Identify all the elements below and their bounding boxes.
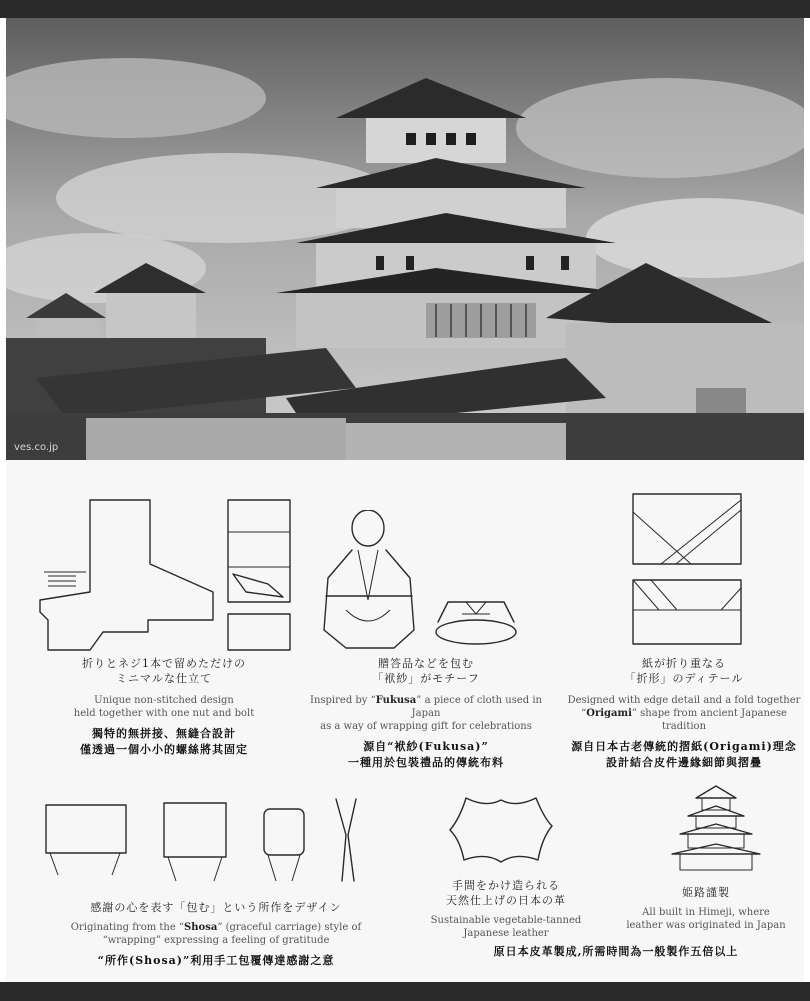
en-text: shape from ancient Japanese tradition [640, 708, 787, 732]
feature-caption-nonstitched [34, 656, 294, 758]
feature-en-line: Unique non-stitched design [94, 695, 234, 706]
photo-watermark: ves.co.jp [14, 442, 59, 453]
feature-zh-line: 一種用於包裝禮品的傳統布料 [348, 756, 504, 769]
en-prefix: Originating from the “ [70, 922, 185, 933]
en-term: Fukusa [375, 695, 417, 706]
feature-jp-line: 姫路謹製 [682, 886, 730, 899]
leather-hide-illustration [446, 790, 556, 870]
feature-en-line [296, 694, 556, 720]
en-suffix: ” (graceful carriage) style of [217, 922, 362, 933]
feature-caption-himeji [616, 885, 796, 932]
feature-panel [6, 460, 804, 982]
wrapping-hands-illustration [40, 795, 390, 885]
feature-jp-line: ミニマルな仕立て [116, 672, 212, 685]
feature-zh-line: 源自日本古老傳統的摺紙(Origami)理念 [571, 740, 797, 753]
feature-caption-leather [406, 878, 606, 940]
feature-en-line: Japanese leather [463, 928, 549, 939]
feature-zh-line: 獨特的無拼接、無縫合設計 [92, 727, 236, 740]
feature-jp-line: 感謝の心を表す「包む」という所作をデザイン [90, 901, 342, 914]
feature-caption-shosa [36, 900, 396, 969]
feature-en-line: as a way of wrapping gift for celebrations [320, 721, 532, 732]
feature-zh-line: 源自“袱紗(Fukusa)” [363, 740, 489, 753]
feature-jp-line: 紙が折り重なる [642, 657, 726, 670]
feature-zh-line: “所作(Shosa)”利用手工包覆傳達感謝之意 [97, 954, 335, 967]
bottom-border [0, 982, 810, 1001]
feature-jp-line: 贈答品などを包む [378, 657, 474, 670]
feature-zh-line: 僅透過一個小小的螺絲將其固定 [80, 743, 248, 756]
kneeling-figure-illustration [306, 510, 536, 650]
feature-en-line: held together with one nut and bolt [73, 708, 255, 719]
feature-caption-fukusa [296, 656, 556, 771]
origami-fold-illustration [631, 492, 751, 652]
en-suffix: ” [416, 695, 425, 706]
feature-caption-origami [566, 656, 802, 771]
feature-jp-line: 「折形」のディテール [624, 672, 744, 685]
en-term: Origami [586, 708, 632, 719]
feature-en-line: Sustainable vegetable-tanned [430, 915, 582, 926]
feature-jp-line: 折りとネジ1本で留めただけの [82, 657, 246, 670]
feature-zh-line: 原日本皮革製成,所需時間為一般製作五倍以上 [493, 945, 739, 958]
feature-en-line: All built in Himeji, where [642, 907, 770, 918]
feature-jp-line: 天然仕上げの日本の革 [446, 894, 566, 907]
himeji-castle-icon [666, 778, 766, 878]
feature-caption-leather-zh [446, 944, 786, 960]
feature-en-line: “Origami” shape from ancient Japanese tradition [581, 708, 787, 732]
himeji-castle-photo [6, 18, 804, 460]
top-border [0, 0, 810, 18]
feature-zh-line: 設計結合皮件邊緣細節與摺疊 [606, 756, 762, 769]
feature-en-line: Designed with edge detail and a fold together [567, 695, 801, 706]
feature-en-line [36, 921, 396, 934]
feature-jp-line: 「袱紗」がモチーフ [372, 672, 480, 685]
feature-jp-line: 手間をかけ造られる [452, 879, 560, 892]
unfolded-pattern-illustration [28, 492, 308, 652]
en-prefix: Inspired by “ [310, 695, 376, 706]
feature-en-line: leather was originated in Japan [626, 920, 786, 931]
en-text: a piece of cloth used in Japan [411, 695, 542, 719]
feature-en-line: “wrapping” expressing a feeling of gratitude [102, 935, 330, 946]
en-term: Shosa [184, 922, 218, 933]
